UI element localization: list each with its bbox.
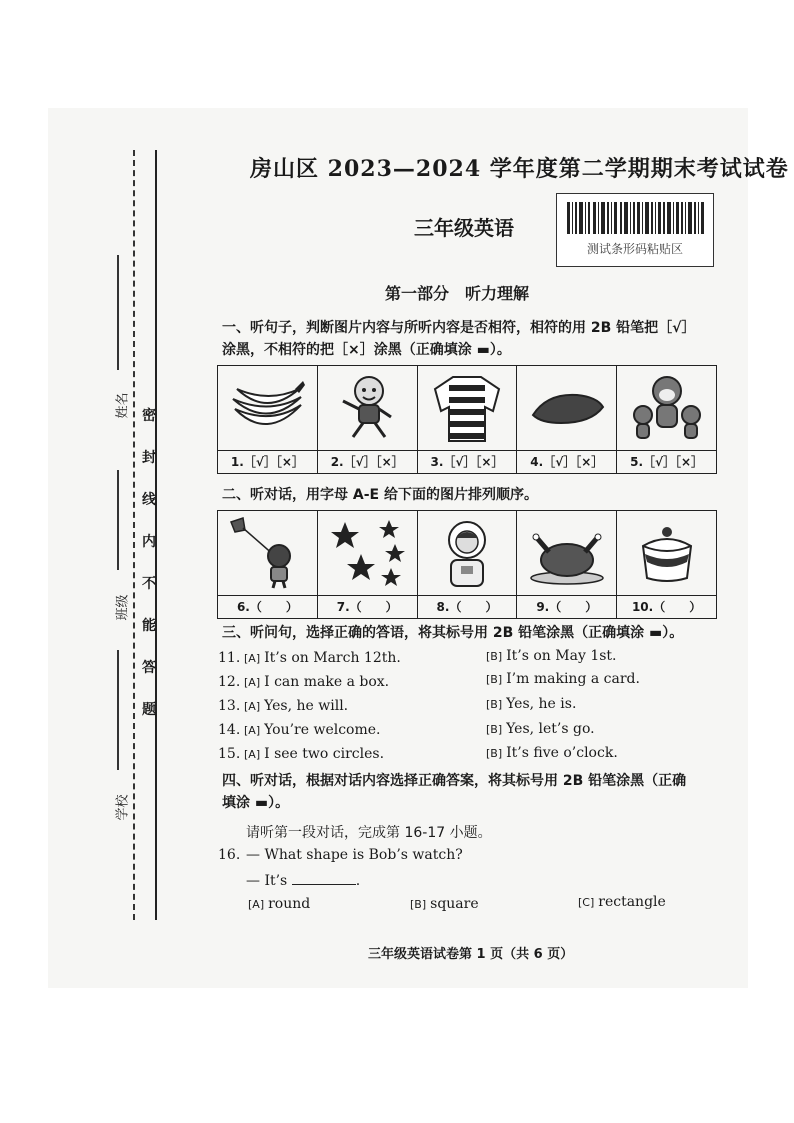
question-16-option-c[interactable]: [C] rectangle [578,894,666,910]
binding-line-dashed [133,150,135,920]
barcode-area [556,193,714,267]
stars-icon [327,516,407,590]
school-label: 学校 [115,794,131,821]
sweet-potato-icon [527,371,607,445]
question-15-number: 15. [218,746,241,762]
running-boy-icon [327,371,407,445]
question-13-option-b[interactable]: [B] Yes, he is. [486,696,577,712]
section4-note: 请听第一段对话，完成第 16-17 小题。 [246,825,492,841]
judge-option-2[interactable]: 2.［√］［×］ [330,455,404,469]
judge-option-4[interactable]: 4.［√］［×］ [530,455,604,469]
striped-sweater-icon [427,371,507,445]
question-16-number: 16. [218,847,241,863]
judge-option-5[interactable]: 5.［√］［×］ [630,455,704,469]
question-12-number: 12. [218,674,241,690]
judge-option-1[interactable]: 1.［√］［×］ [230,455,304,469]
section3-instruction: 三、听问句，选择正确的答语，将其标号用 2B 铅笔涂黑（正确填涂 ▬）。 [222,625,684,641]
question-12-option-b[interactable]: [B] I’m making a card. [486,671,640,687]
picture-cell-2 [318,366,418,473]
order-answer-6[interactable]: 6.（ ） [236,600,298,614]
monkeys-icon [627,371,707,445]
picture-cell-1 [218,366,318,473]
order-answer-9[interactable]: 9.（ ） [536,600,598,614]
section2-picture-grid [217,510,717,619]
question-15-option-b[interactable]: [B] It’s five o’clock. [486,745,618,761]
class-label: 班级 [115,594,131,621]
question-14-number: 14. [218,722,241,738]
order-cell-8 [418,511,518,618]
question-16-answer-line: — It’s . [246,873,361,889]
question-11-option-a[interactable]: [A] It’s on March 12th. [244,650,401,666]
page-footer: 三年级英语试卷第 1 页（共 6 页） [368,947,574,962]
banana-icon [227,371,307,445]
question-16-text: — What shape is Bob’s watch? [246,847,463,863]
section1-instruction: 一、听句子，判断图片内容与所听内容是否相符，相符的用 2B 铅笔把［√］ 涂黑，不相符的把［×］涂黑（正确填涂 ▬）。 [222,320,696,358]
question-13-option-a[interactable]: [A] Yes, he will. [244,698,349,714]
question-16-option-b[interactable]: [B] square [410,896,479,912]
section4-instruction: 四、听对话，根据对话内容选择正确答案，将其标号用 2B 铅笔涂黑（正确 填涂 ▬）。 [222,773,687,811]
barcode-label: 测试条形码粘贴区 [586,242,683,256]
order-cell-6 [218,511,318,618]
question-14-option-b[interactable]: [B] Yes, let’s go. [486,721,595,737]
picture-cell-5 [617,366,716,473]
order-cell-9 [517,511,617,618]
judge-option-3[interactable]: 3.［√］［×］ [430,455,504,469]
order-cell-7 [318,511,418,618]
barcode-icon [565,202,705,234]
name-line [117,255,119,370]
exam-title: 房山区 2023—2024 学年度第二学期期末考试试卷 [250,156,789,182]
question-11-option-b[interactable]: [B] It’s on May 1st. [486,648,617,664]
order-cell-10 [617,511,716,618]
order-answer-10[interactable]: 10.（ ） [631,600,702,614]
exam-subtitle: 三年级英语 [414,216,514,240]
answer-blank[interactable] [292,872,356,885]
part1-heading: 第一部分 听力理解 [385,284,530,303]
roast-chicken-icon [527,516,607,590]
class-line [117,470,119,570]
picture-cell-4 [517,366,617,473]
section2-instruction: 二、听对话，用字母 A-E 给下面的图片排列顺序。 [222,487,538,503]
question-11-number: 11. [218,650,241,666]
question-16-option-a[interactable]: [A] round [248,896,311,912]
name-label: 姓名 [115,392,131,419]
kite-boy-icon [227,516,307,590]
school-line [117,650,119,770]
question-12-option-a[interactable]: [A] I can make a box. [244,674,390,690]
astronaut-girl-icon [427,516,507,590]
cake-icon [627,516,707,590]
seal-line-text: 密 封 线 内 不 能 答 题 [142,408,156,718]
question-15-option-a[interactable]: [A] I see two circles. [244,746,385,762]
order-answer-7[interactable]: 7.（ ） [336,600,398,614]
question-13-number: 13. [218,698,241,714]
question-14-option-a[interactable]: [A] You’re welcome. [244,722,381,738]
section1-picture-grid [217,365,717,474]
picture-cell-3 [418,366,518,473]
order-answer-8[interactable]: 8.（ ） [436,600,498,614]
